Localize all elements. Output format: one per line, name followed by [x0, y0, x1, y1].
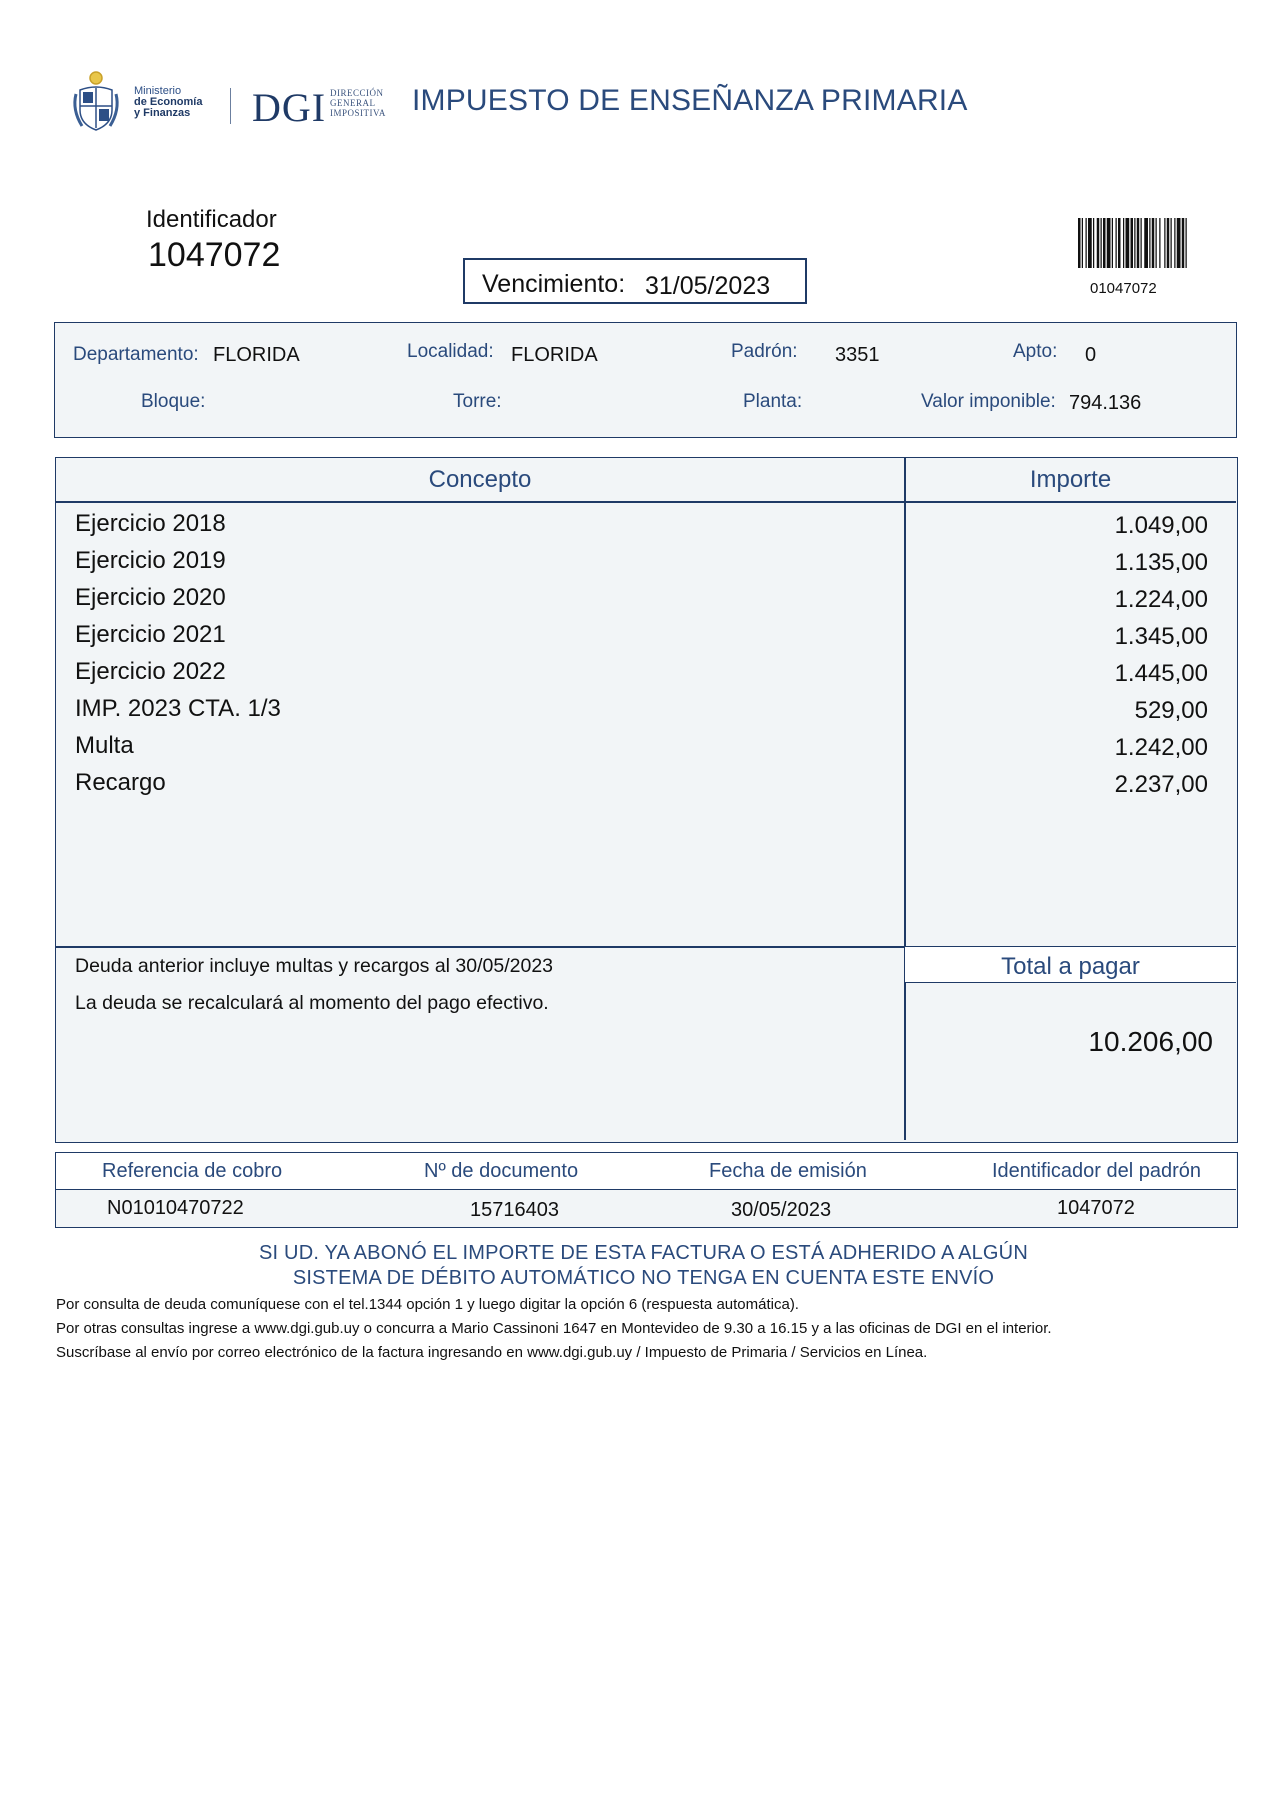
ministry-line-1: Ministerio [134, 85, 182, 97]
importe-cell: 1.242,00 [1114, 734, 1208, 761]
dgi-sub-line-3: IMPOSITIVA [330, 108, 386, 118]
concepto-cell: Recargo [75, 769, 166, 796]
barcode-bar [1116, 218, 1117, 268]
barcode-bar [1167, 218, 1170, 268]
recalculo-note: La deuda se recalculará al momento del pago efectivo. [75, 992, 549, 1014]
table-row [56, 545, 1236, 582]
barcode-bar [1101, 218, 1102, 268]
barcode-bar [1078, 218, 1081, 268]
importe-cell: 1.224,00 [1114, 586, 1208, 613]
barcode-bar [1123, 218, 1124, 268]
barcode-bar [1177, 218, 1181, 268]
dgi-sub-line-2: GENERAL [330, 98, 376, 108]
table-row [56, 582, 1236, 619]
info-line-3: Suscríbase al envío por correo electrónico de la factura ingresando en www.dgi.gub.uy / Impuesto de Primaria / Servicios en Línea. [56, 1344, 928, 1361]
identificador-padron-label: Identificador del padrón [992, 1160, 1202, 1182]
documento-label: Nº de documento [424, 1160, 579, 1182]
fecha-emision-value: 30/05/2023 [731, 1199, 832, 1221]
identificador-label: Identificador [146, 206, 277, 233]
identificador-padron-value: 1047072 [1057, 1197, 1135, 1219]
concepto-cell: Multa [75, 732, 134, 759]
uruguay-coat-of-arms-icon [70, 70, 122, 136]
header-logos [68, 70, 398, 140]
barcode-bar [1082, 218, 1083, 268]
dgi-logo: DGI [252, 85, 327, 130]
concepto-cell: Ejercicio 2020 [75, 584, 226, 611]
document-title: IMPUESTO DE ENSEÑANZA PRIMARIA [412, 84, 968, 117]
fecha-emision-label: Fecha de emisión [709, 1160, 867, 1182]
barcode-bar [1126, 218, 1130, 268]
barcode-bar [1171, 218, 1172, 268]
importe-cell: 2.237,00 [1114, 771, 1208, 798]
barcode-bar [1182, 218, 1185, 268]
logo-separator [230, 88, 231, 124]
info-line-1: Por consulta de deuda comuníquese con el tel.1344 opción 1 y luego digitar la opción 6 (respuesta automática). [56, 1296, 799, 1313]
barcode-bar [1156, 218, 1157, 268]
barcode-bar [1159, 218, 1160, 268]
ministry-name [134, 86, 202, 119]
ministry-line-3: y Finanzas [134, 107, 191, 119]
importe-header: Importe [1029, 466, 1112, 493]
localidad-label: Localidad: [407, 341, 494, 362]
valor-imponible-label: Valor imponible: [921, 391, 1056, 412]
barcode-bar [1131, 218, 1134, 268]
table-row [56, 730, 1236, 767]
table-row [56, 619, 1236, 656]
barcode-bar [1107, 218, 1111, 268]
concepto-cell: IMP. 2023 CTA. 1/3 [75, 695, 281, 722]
identificador-value: 1047072 [148, 236, 281, 274]
apto-value: 0 [1085, 344, 1097, 366]
apto-label: Apto: [1013, 341, 1058, 362]
padron-value: 3351 [835, 344, 880, 366]
table-row [56, 767, 1236, 804]
vencimiento-value: 31/05/2023 [645, 272, 771, 300]
barcode-bar [1088, 218, 1092, 268]
barcode-bar [1093, 218, 1094, 268]
barcode-bar [1118, 218, 1121, 268]
barcode-bar [1097, 218, 1100, 268]
warning-line-2: SISTEMA DE DÉBITO AUTOMÁTICO NO TENGA EN CUENTA ESTE ENVÍO [292, 1267, 995, 1289]
concepto-cell: Ejercicio 2021 [75, 621, 226, 648]
concept-rows [56, 508, 1236, 804]
importe-cell: 1.445,00 [1114, 660, 1208, 687]
table-row [56, 693, 1236, 730]
barcode [1078, 218, 1226, 268]
concepto-cell: Ejercicio 2022 [75, 658, 226, 685]
dgi-sub-line-1: DIRECCIÓN [330, 88, 384, 98]
barcode-bar [1112, 218, 1113, 268]
concepto-header: Concepto [428, 466, 532, 493]
valor-imponible-value: 794.136 [1069, 392, 1142, 414]
deuda-note: Deuda anterior incluye multas y recargos al 30/05/2023 [75, 955, 554, 977]
property-info-box [54, 322, 1237, 438]
ministry-line-2: de Economía [134, 96, 203, 108]
dgi-subtitle [330, 88, 386, 118]
barcode-bar [1141, 218, 1142, 268]
reference-box [55, 1152, 1238, 1228]
barcode-bar [1103, 218, 1106, 268]
info-line-2: Por otras consultas ingrese a www.dgi.gub.uy o concurra a Mario Cassinoni 1647 en Montevideo de 9.30 a 16.15 y a las oficinas de DGI en el interior. [56, 1320, 1052, 1337]
planta-label: Planta: [743, 391, 803, 412]
barcode-bar [1174, 218, 1175, 268]
documento-value: 15716403 [470, 1199, 559, 1221]
barcode-bar [1149, 218, 1150, 268]
padron-label: Padrón: [731, 341, 798, 362]
referencia-value: N01010470722 [107, 1197, 244, 1219]
departamento-label: Departamento: [73, 344, 199, 365]
vencimiento-box [463, 258, 807, 304]
departamento-value: FLORIDA [213, 344, 300, 366]
barcode-bar [1152, 218, 1155, 268]
bloque-label: Bloque: [141, 391, 206, 412]
barcode-bar [1186, 218, 1187, 268]
importe-cell: 1.049,00 [1114, 512, 1208, 539]
concepto-cell: Ejercicio 2018 [75, 510, 226, 537]
importe-cell: 1.135,00 [1114, 549, 1208, 576]
barcode-number: 01047072 [1090, 280, 1157, 297]
total-value: 10.206,00 [1088, 1026, 1213, 1057]
torre-label: Torre: [453, 391, 502, 412]
table-row [56, 656, 1236, 693]
localidad-value: FLORIDA [511, 344, 598, 366]
importe-cell: 1.345,00 [1114, 623, 1208, 650]
table-row [56, 508, 1236, 545]
concepto-cell: Ejercicio 2019 [75, 547, 226, 574]
reference-header [56, 1153, 1236, 1190]
warning-line-1: SI UD. YA ABONÓ EL IMPORTE DE ESTA FACTURA O ESTÁ ADHERIDO A ALGÚN [259, 1242, 1028, 1264]
barcode-bar [1137, 218, 1140, 268]
referencia-label: Referencia de cobro [102, 1160, 283, 1182]
vencimiento-label: Vencimiento: [482, 270, 626, 298]
barcode-bar [1086, 218, 1087, 268]
header-divider [56, 501, 1236, 503]
barcode-bar [1164, 218, 1165, 268]
importe-cell: 529,00 [1134, 697, 1208, 724]
barcode-bar [1144, 218, 1148, 268]
barcode-bar [1134, 218, 1135, 268]
total-label: Total a pagar [905, 947, 1236, 983]
concept-table [55, 457, 1238, 1143]
